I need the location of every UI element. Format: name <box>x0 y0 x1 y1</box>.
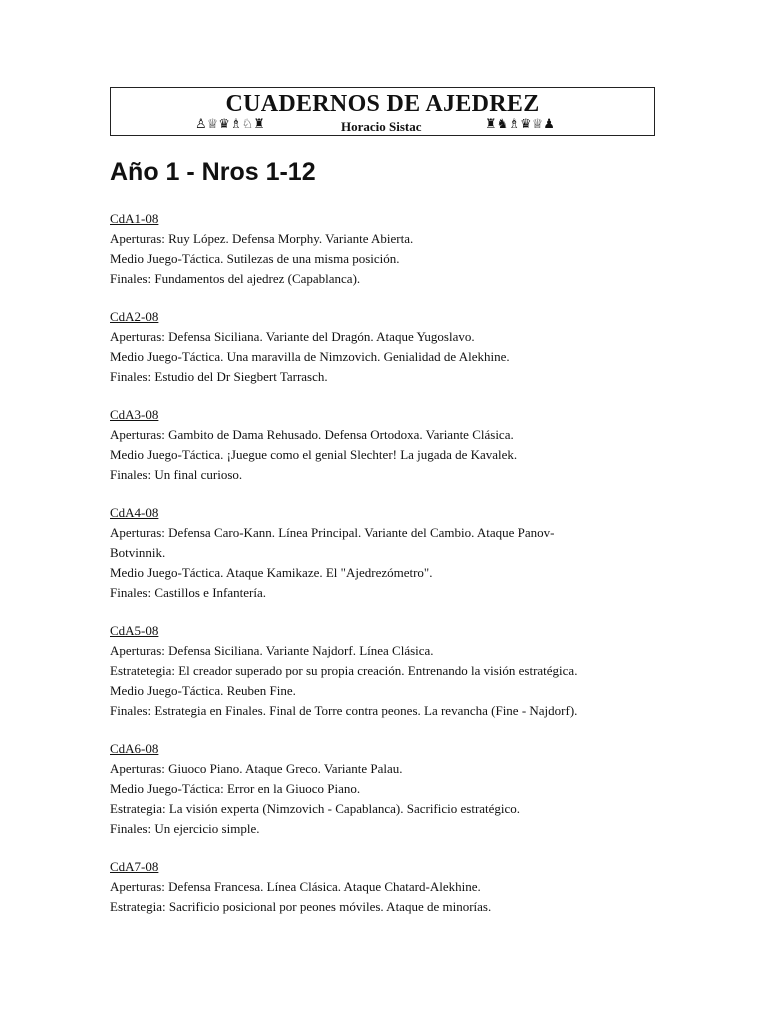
issue-topic-line: Medio Juego-Táctica. ¡Juegue como el genial Slechter! La jugada de Kavalek. <box>110 447 518 462</box>
issue-entry <box>110 857 670 917</box>
issue-code: CdA3-08 <box>110 407 159 422</box>
issue-entry <box>110 621 670 721</box>
issue-topic-line: Finales: Castillos e Infantería. <box>110 585 266 600</box>
issue-topic-line: Medio Juego-Táctica. Reuben Fine. <box>110 683 296 698</box>
issue-entry <box>110 739 670 839</box>
issue-topic-line: Estrategia: La visión experta (Nimzovich - Capablanca). Sacrificio estratégico. <box>110 801 521 816</box>
issue-topic-line: Finales: Fundamentos del ajedrez (Capablanca). <box>110 271 361 286</box>
issue-topic-line: Finales: Un final curioso. <box>110 467 243 482</box>
issue-topic-line: Medio Juego-Táctica. Ataque Kamikaze. El "Ajedrezómetro". <box>110 565 433 580</box>
issue-topic-line: Finales: Estrategia en Finales. Final de Torre contra peones. La revancha (Fine - Najdorf). <box>110 703 578 718</box>
issue-code: CdA7-08 <box>110 859 159 874</box>
issue-topic-line: Aperturas: Gambito de Dama Rehusado. Defensa Ortodoxa. Variante Clásica. <box>110 427 514 442</box>
issue-topic-line: Aperturas: Defensa Francesa. Línea Clásica. Ataque Chatard-Alekhine. <box>110 879 481 894</box>
issue-topic-line: Finales: Un ejercicio simple. <box>110 821 260 836</box>
issue-topic-line: Medio Juego-Táctica. Sutilezas de una misma posición. <box>110 251 400 266</box>
chess-pieces-left-icon: ♙♕♛♗♘♜ <box>195 117 265 132</box>
issue-code: CdA6-08 <box>110 741 159 756</box>
issue-topic-line: Medio Juego-Táctica: Error en la Giuoco Piano. <box>110 781 361 796</box>
issue-topic-line: Estrategia: Sacrificio posicional por peones móviles. Ataque de minorías. <box>110 899 492 914</box>
issue-entry <box>110 405 670 485</box>
issue-list <box>110 209 670 935</box>
issue-code: CdA5-08 <box>110 623 159 638</box>
page-heading: Año 1 - Nros 1-12 <box>110 158 316 186</box>
issue-code: CdA1-08 <box>110 211 159 226</box>
issue-code: CdA2-08 <box>110 309 159 324</box>
issue-code: CdA4-08 <box>110 505 159 520</box>
banner-title: CUADERNOS DE AJEDREZ <box>225 91 540 117</box>
issue-entry <box>110 503 670 603</box>
issue-topic-line: Aperturas: Giuoco Piano. Ataque Greco. Variante Palau. <box>110 761 403 776</box>
banner-author: Horacio Sistac <box>341 119 422 134</box>
issue-topic-line: Medio Juego-Táctica. Una maravilla de Nimzovich. Genialidad de Alekhine. <box>110 349 510 364</box>
issue-topic-line: Aperturas: Defensa Siciliana. Variante Najdorf. Línea Clásica. <box>110 643 434 658</box>
issue-entry <box>110 209 670 289</box>
issue-topic-line: Aperturas: Defensa Siciliana. Variante del Dragón. Ataque Yugoslavo. <box>110 329 475 344</box>
chess-pieces-right-icon: ♜♞♗♛♕♟ <box>485 117 555 132</box>
issue-topic-line: Aperturas: Defensa Caro-Kann. Línea Principal. Variante del Cambio. Ataque Panov- <box>110 525 555 540</box>
issue-entry <box>110 307 670 387</box>
issue-topic-line: Aperturas: Ruy López. Defensa Morphy. Variante Abierta. <box>110 231 414 246</box>
issue-topic-line: Botvinnik. <box>110 545 166 560</box>
header-banner <box>110 87 655 136</box>
banner-row <box>111 119 654 135</box>
issue-topic-line: Finales: Estudio del Dr Siegbert Tarrasch. <box>110 369 328 384</box>
issue-topic-line: Estratetegia: El creador superado por su propia creación. Entrenando la visión estratégica. <box>110 663 578 678</box>
